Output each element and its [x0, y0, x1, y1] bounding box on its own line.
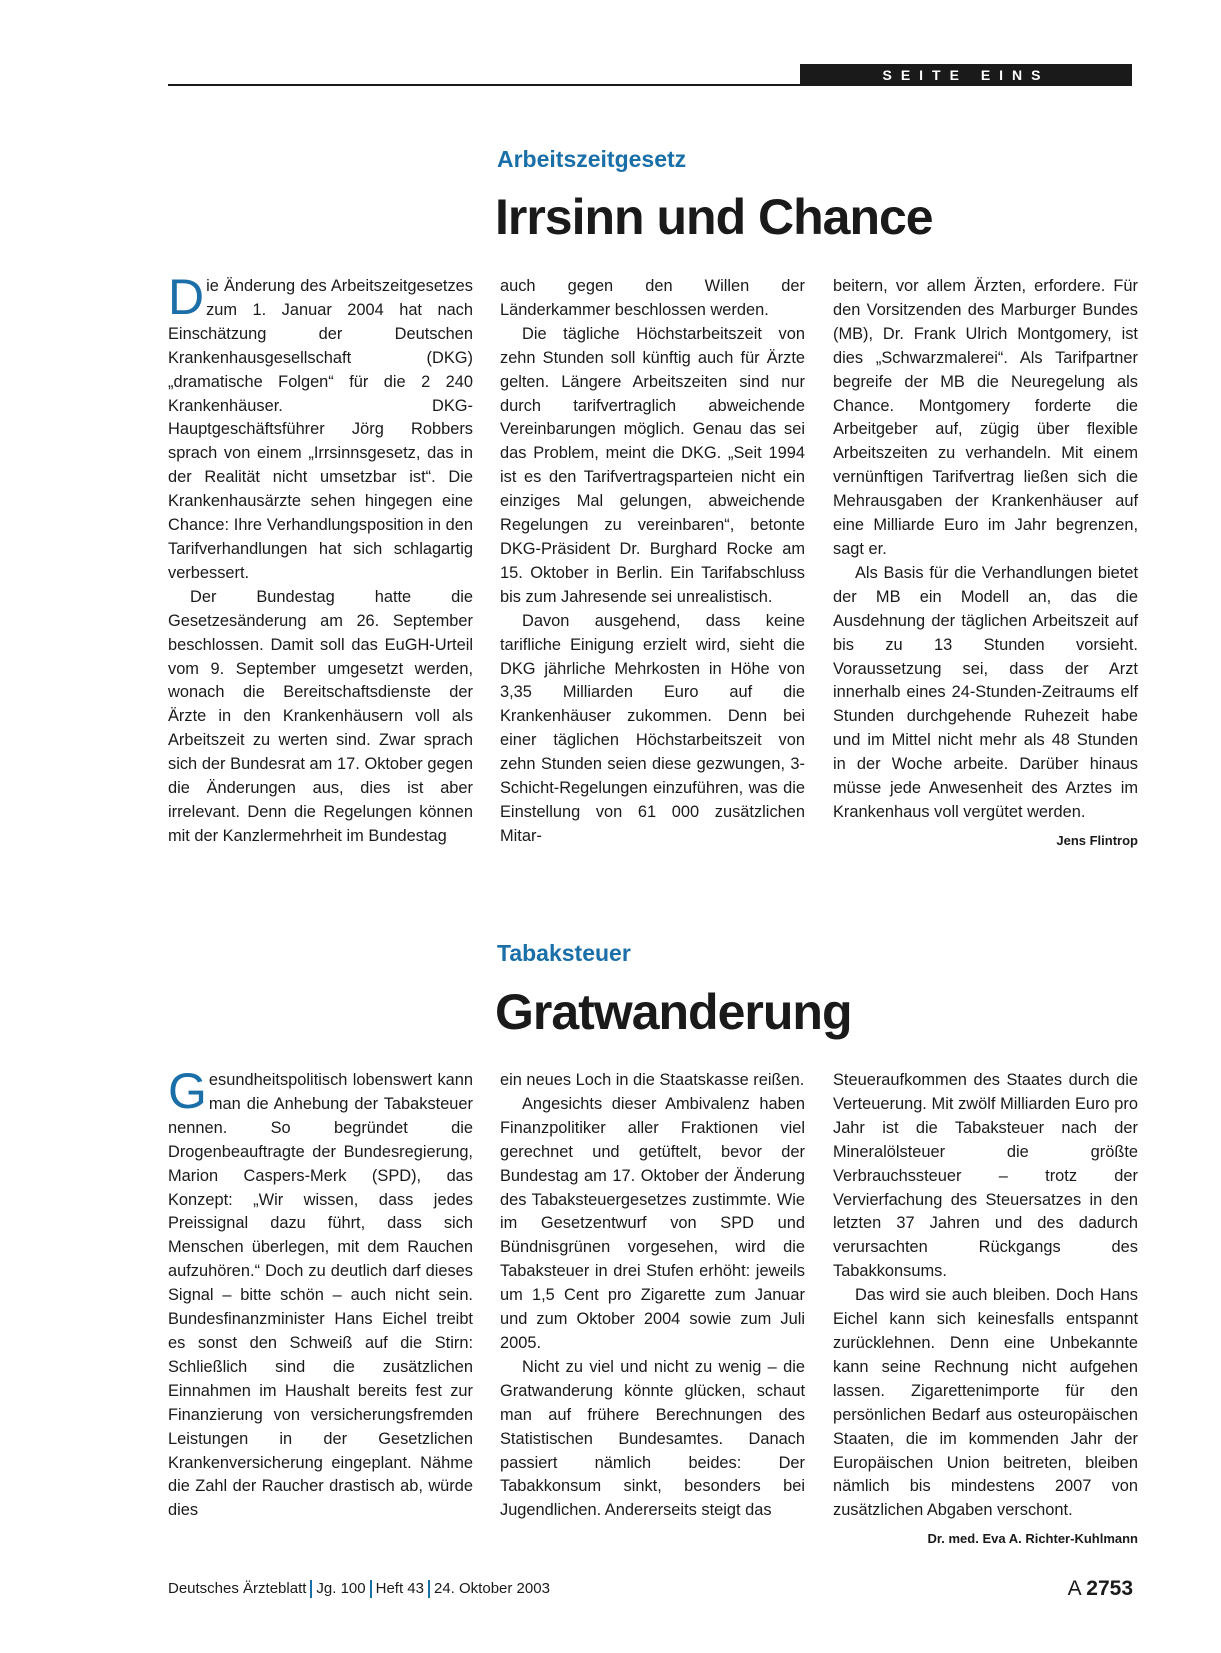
paragraph-text: ie Änderung des Arbeitszeitgesetzes zum 1. Januar 2004 hat nach Einschätzung der Deutschen Krankenhausgesellschaft (DKG) „dramatische Folgen“ für die 2 240 Krankenhäuser. DKG-Hauptgeschäftsführer Jörg Robbers sprach von einem „Irrsinnsgesetz, das in der Realität nicht umsetzbar ist“. Die Krankenhausärzte sehen hingegen eine Chance: Ihre Verhandlungsposition in den Tarifverhandlungen hat sich schlagartig verbessert. — [168, 277, 473, 582]
article1-column-2 — [500, 275, 805, 849]
article1-paragraph: Die tägliche Höchstarbeitszeit von zehn Stunden soll künftig auch für Ärzte gelten. Längere Arbeitszeiten sind nur durch tarifvertraglich abweichende Vereinbarungen möglich. Genau das sei das Problem, meint die DKG. „Seit 1994 ist es den Tarifvertragsparteien nicht ein einziges Mal gelungen, abweichende Regelungen zu vereinbaren“, betonte DKG-Präsident Dr. Burghard Rocke am 15. Oktober in Berlin. Ein Tarifabschluss bis zum Jahresende sei unrealistisch. — [500, 324, 805, 606]
byline: Jens Flintrop — [1056, 832, 1138, 848]
article2-paragraph: Nicht zu viel und nicht zu wenig – die Gratwanderung könnte glücken, schaut man auf frühere Berechnungen des Statistischen Bundesamtes. Danach passiert nämlich beides: Der Tabakkonsum sinkt, besonders bei Jugendlichen. Andererseits steigt das — [500, 1357, 805, 1520]
article1-rubric: Arbeitszeitgesetz — [497, 146, 687, 172]
article1-paragraph: beitern, vor allem Ärzten, erfordere. Für den Vorsitzenden des Marburger Bundes (MB), Dr. Frank Ulrich Montgomery, ist dies „Schwarzmalerei“. Als Tarifpartner begreife der MB die Neuregelung als Chance. Montgomery forderte die Arbeitgeber auf, zügig über flexible Arbeitszeiten zu verhandeln. Mit einem vernünftigen Tarifvertrag ließen sich die Mehrausgaben der Krankenhäuser auf eine Milliarde Euro im Jahr begrenzen, sagt er. — [833, 277, 1138, 558]
page-prefix: A — [1067, 1577, 1081, 1600]
article2-paragraph: Steueraufkommen des Staates durch die Verteuerung. Mit zwölf Milliarden Euro pro Jahr ist die Tabaksteuer nach der Mineralölsteuer die größte Verbrauchssteuer – trotz der Vervierfachung des Steuersatzes in den letzten 37 Jahren und des dadurch verursachten Rückgangs des Tabakkonsums. — [833, 1071, 1138, 1281]
article2-headline: Gratwanderung — [495, 984, 852, 1040]
article1-paragraph — [168, 269, 473, 586]
article1-column-1 — [168, 269, 473, 849]
issue-date: 24. Oktober 2003 — [434, 1580, 550, 1597]
article2-column-1 — [168, 1063, 473, 1523]
article2-paragraph: Angesichts dieser Ambivalenz haben Finanzpolitiker aller Fraktionen viel gerechnet und getüftelt, bevor der Bundestag am 17. Oktober der Änderung des Tabaksteuergesetzes zustimmte. Wie im Gesetzentwurf von SPD und Bündnisgrünen vorgesehen, wird die Tabaksteuer in drei Stufen erhöht: jeweils um 1,5 Cent pro Zigarette zum Januar und zum Oktober 2004 sowie zum Juli 2005. — [500, 1094, 805, 1352]
page-footer — [168, 1574, 1133, 1604]
footer-source — [168, 1574, 550, 1604]
footer-separator — [428, 1580, 430, 1598]
article1-column-3 — [833, 275, 1138, 853]
byline: Dr. med. Eva A. Richter-Kuhlmann — [927, 1531, 1138, 1547]
article2-paragraph: ein neues Loch in die Staatskasse reißen. — [500, 1071, 805, 1089]
article1-headline: Irrsinn und Chance — [495, 189, 933, 245]
article2-rubric: Tabaksteuer — [497, 940, 631, 966]
article2-column-3 — [833, 1069, 1138, 1551]
article2-paragraph — [168, 1063, 473, 1523]
dropcap: D — [168, 269, 205, 325]
article2-column-2 — [500, 1069, 805, 1523]
article2-paragraph — [833, 1284, 1138, 1547]
paragraph-text: Das wird sie auch bleiben. Doch Hans Eichel kann sich keinesfalls entspannt zurücklehnen. Denn eine Unbekannte kann seine Rechnung nicht aufgehen lassen. Zigarettenimporte für den persönlichen Bedarf aus osteuropäischen Staaten, die im kommenden Jahr der Europäischen Union beitreten, bleiben nämlich bis mindestens 2007 von zusätzlichen Abgaben verschont. — [833, 1286, 1138, 1520]
footer-separator — [370, 1580, 372, 1598]
paragraph-text: esundheitspolitisch lobenswert kann man die Anhebung der Tabaksteuer nennen. So begründet die Drogenbeauftragte der Bundesregierung, Marion Caspers-Merk (SPD), das Konzept: „Wir wissen, dass jedes Preissignal dazu führt, dass sich Menschen überlegen, mit dem Rauchen aufzuhören.“ Doch zu deutlich darf dieses Signal – bitte schön – auch nicht sein. Bundesfinanzminister Hans Eichel treibt es sonst den Schweiß auf die Stirn: Schließlich sind die zusätzlichen Einnahmen im Haushalt bereits fest zur Finanzierung von versicherungsfremden Leistungen in der Gesetzlichen Krankenversicherung eingeplant. Nähme die Zahl der Raucher drastisch ab, würde dies — [168, 1071, 473, 1520]
issue: Heft 43 — [375, 1580, 424, 1597]
volume: Jg. 100 — [316, 1580, 366, 1597]
page-number — [1068, 1574, 1133, 1604]
article1-paragraph — [833, 562, 1138, 848]
section-label — [800, 64, 1132, 86]
article1-paragraph: Davon ausgehend, dass keine tarifliche Einigung erzielt wird, sieht die DKG jährliche Mehrkosten in Höhe von 3,35 Milliarden Euro auf die Krankenhäuser zukommen. Denn bei einer täglichen Höchstarbeitszeit von zehn Stunden seien diese gezwungen, 3-Schicht-Regelungen einzuführen, was die Einstellung von 61 000 zusätzlichen Mitar- — [500, 611, 805, 845]
dropcap: G — [168, 1063, 207, 1119]
paragraph-text: Als Basis für die Verhandlungen bietet der MB ein Modell an, das die Ausdehnung der täglichen Arbeitszeit auf bis zu 13 Stunden vorsieht. Voraussetzung sei, dass der Arzt innerhalb eines 24-Stunden-Zeitraums elf Stunden durchgehende Ruhezeit habe und im Mittel nicht mehr als 48 Stunden in der Woche arbeite. Darüber hinaus müsse jede Anwesenheit des Arztes im Krankenhaus voll vergütet werden. — [833, 563, 1138, 821]
article1-paragraph: Der Bundestag hatte die Gesetzesänderung am 26. September beschlossen. Damit soll das EuGH-Urteil vom 9. September umgesetzt werden, wonach die Bereitschaftsdienste der Ärzte in den Krankenhäusern voll als Arbeitszeit zu werten sind. Zwar sprach sich der Bundesrat am 17. Oktober gegen die Änderungen aus, dies ist aber irrelevant. Denn die Regelungen können mit der Kanzlermehrheit im Bundestag — [168, 587, 473, 845]
article1-paragraph: auch gegen den Willen der Länderkammer beschlossen werden. — [500, 277, 805, 319]
page-number-value: 2753 — [1086, 1577, 1133, 1600]
section-label-text: SEITE EINS — [882, 67, 1050, 83]
journal-name: Deutsches Ärzteblatt — [168, 1580, 307, 1597]
footer-separator — [310, 1580, 312, 1598]
